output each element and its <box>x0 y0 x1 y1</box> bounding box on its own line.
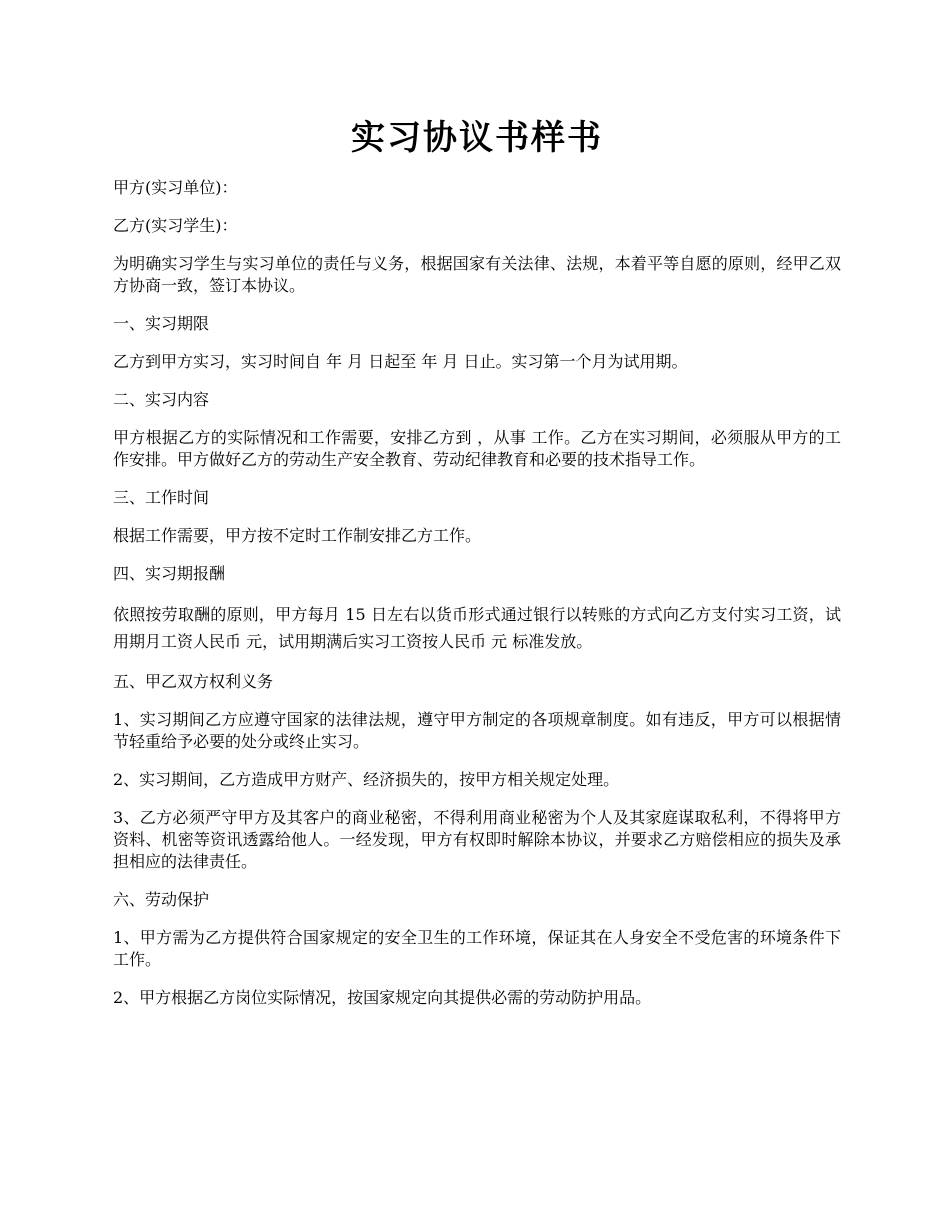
remuneration-paragraph: 依照按劳取酬的原则，甲方每月 15 日左右以货币形式通过银行以转账的方式向乙方支付实习工资，试用期月工资人民币 元，试用期满后实习工资按人民币 元 标准发放。 <box>113 605 841 651</box>
document-page <box>113 0 841 1009</box>
party-a-line: 甲方(实习单位)： <box>113 178 238 197</box>
section-heading-labor-protection: 六、劳动保护 <box>113 890 210 909</box>
document-title: 实习协议书样书 <box>351 118 603 158</box>
internship-period-paragraph: 乙方到甲方实习，实习时间自 年 月 日起至 年 月 日止。实习第一个月为试用期。 <box>113 352 688 371</box>
section-heading-rights-obligations: 五、甲乙双方权利义务 <box>113 672 274 691</box>
section-heading-working-hours: 三、工作时间 <box>113 488 210 507</box>
party-b-line: 乙方(实习学生)： <box>113 216 238 235</box>
internship-content-paragraph: 甲方根据乙方的实际情况和工作需要，安排乙方到 ，从事 工作。乙方在实习期间，必须服从甲方的工作安排。甲方做好乙方的劳动生产安全教育、劳动纪律教育和必要的技术指导工作。 <box>113 428 841 469</box>
working-hours-paragraph: 根据工作需要，甲方按不定时工作制安排乙方工作。 <box>113 526 482 545</box>
rights-item-3: 3、乙方必须严守甲方及其客户的商业秘密，不得利用商业秘密为个人及其家庭谋取私利，不得将甲方资料、机密等资讯透露给他人。一经发现，甲方有权即时解除本协议，并要求乙方赔偿相应的损失及承担相应的法律责任。 <box>113 808 841 871</box>
section-heading-internship-period: 一、实习期限 <box>113 314 210 333</box>
section-heading-remuneration: 四、实习期报酬 <box>113 564 226 583</box>
section-heading-internship-content: 二、实习内容 <box>113 390 210 409</box>
rights-item-1: 1、实习期间乙方应遵守国家的法律法规，遵守甲方制定的各项规章制度。如有违反，甲方可以根据情节轻重给予必要的处分或终止实习。 <box>113 710 841 751</box>
rights-item-2: 2、实习期间，乙方造成甲方财产、经济损失的，按甲方相关规定处理。 <box>113 770 620 789</box>
preamble-paragraph: 为明确实习学生与实习单位的责任与义务，根据国家有关法律、法规，本着平等自愿的原则，经甲乙双方协商一致，签订本协议。 <box>113 254 841 295</box>
protection-item-2: 2、甲方根据乙方岗位实际情况，按国家规定向其提供必需的劳动防护用品。 <box>113 988 652 1007</box>
protection-item-1: 1、甲方需为乙方提供符合国家规定的安全卫生的工作环境，保证其在人身安全不受危害的环境条件下工作。 <box>113 928 841 969</box>
